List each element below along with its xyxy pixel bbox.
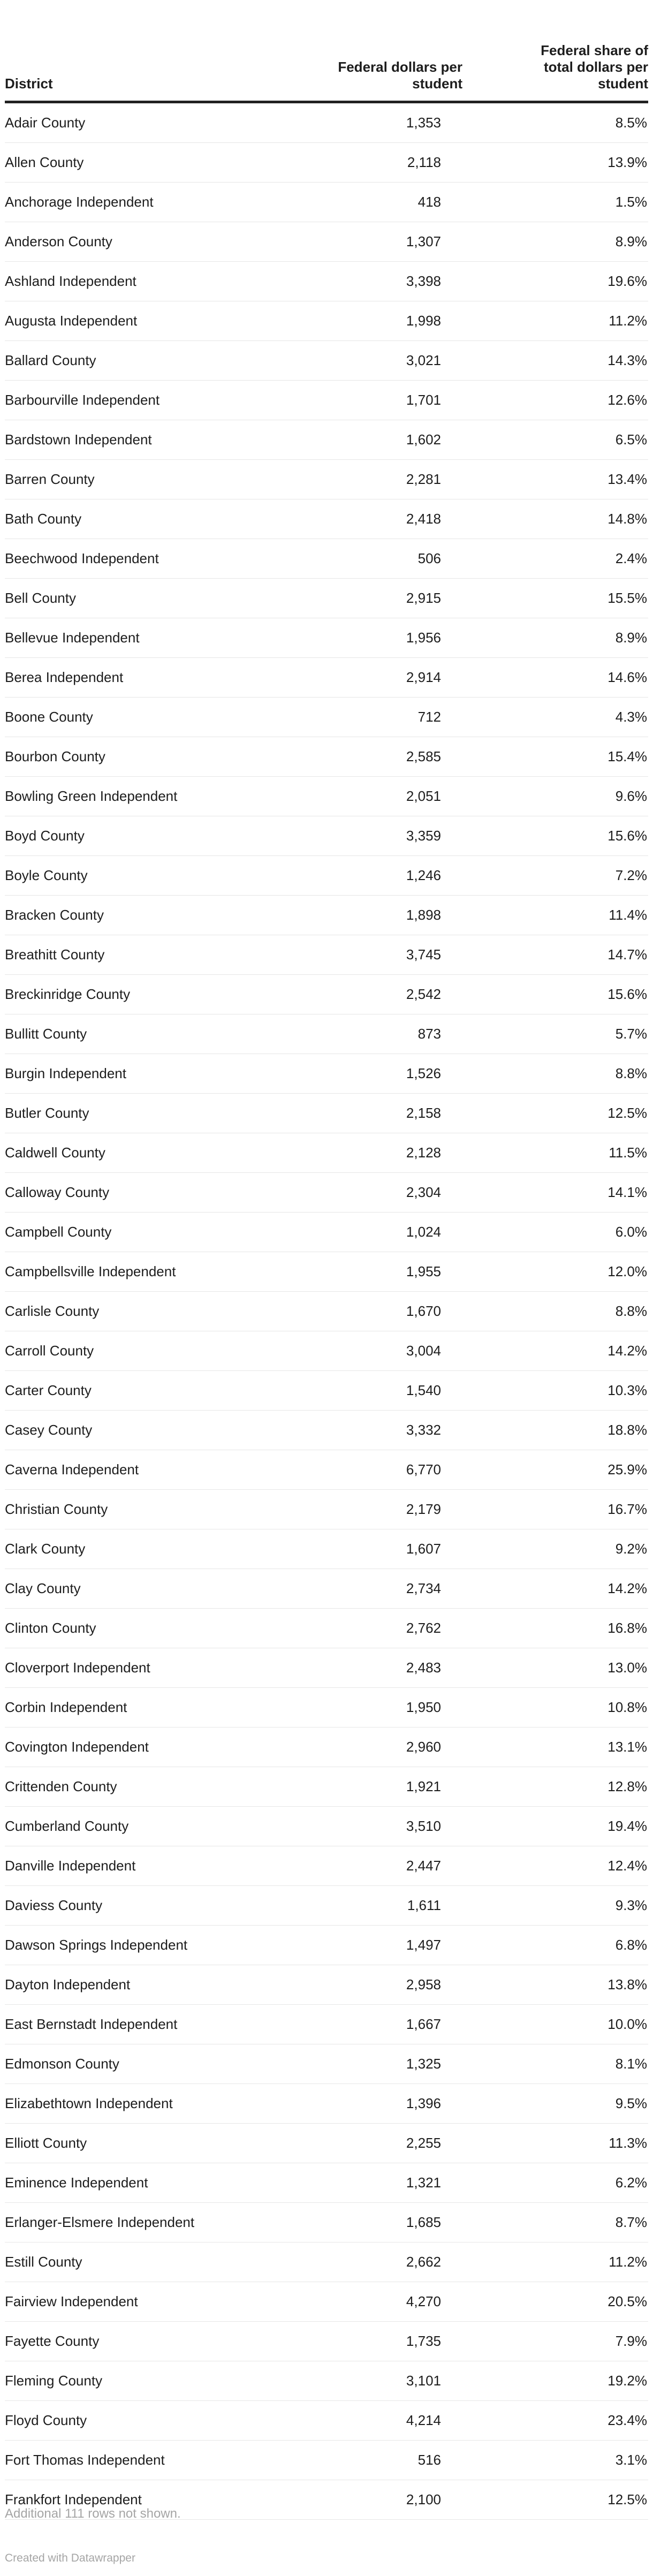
table-row	[5, 1490, 648, 1529]
district-cell: Edmonson County	[5, 2044, 305, 2084]
column-header-federal-share[interactable]	[462, 0, 648, 102]
federal-share-cell: 8.8%	[462, 1054, 648, 1094]
federal-dollars-cell: 2,585	[305, 737, 462, 777]
district-cell: Fayette County	[5, 2322, 305, 2361]
table-row	[5, 1014, 648, 1054]
federal-share-cell: 25.9%	[462, 1450, 648, 1490]
table-row	[5, 2084, 648, 2124]
federal-dollars-cell: 1,024	[305, 1213, 462, 1252]
federal-dollars-cell: 1,602	[305, 420, 462, 460]
table-row	[5, 1807, 648, 1846]
table-notes: Additional 111 rows not shown.	[5, 2506, 181, 2521]
federal-dollars-cell: 1,526	[305, 1054, 462, 1094]
federal-dollars-cell: 2,914	[305, 658, 462, 698]
federal-share-cell: 9.3%	[462, 1886, 648, 1926]
table-row	[5, 896, 648, 935]
table-row	[5, 1133, 648, 1173]
federal-share-cell: 8.5%	[462, 102, 648, 143]
district-cell: Barbourville Independent	[5, 381, 305, 420]
federal-share-cell: 18.8%	[462, 1411, 648, 1450]
district-cell: Cloverport Independent	[5, 1648, 305, 1688]
federal-share-cell: 14.8%	[462, 499, 648, 539]
federal-dollars-cell: 2,100	[305, 2480, 462, 2520]
federal-share-cell: 6.5%	[462, 420, 648, 460]
federal-dollars-cell: 418	[305, 183, 462, 222]
federal-share-cell: 12.0%	[462, 1252, 648, 1292]
federal-share-cell: 19.6%	[462, 262, 648, 301]
district-cell: Augusta Independent	[5, 301, 305, 341]
federal-share-cell: 3.1%	[462, 2441, 648, 2480]
table-row	[5, 1846, 648, 1886]
table-row	[5, 737, 648, 777]
table-row	[5, 1213, 648, 1252]
table-row	[5, 301, 648, 341]
district-cell: Corbin Independent	[5, 1688, 305, 1728]
federal-dollars-cell: 1,321	[305, 2163, 462, 2203]
district-cell: Danville Independent	[5, 1846, 305, 1886]
federal-share-cell: 15.4%	[462, 737, 648, 777]
federal-share-cell: 9.6%	[462, 777, 648, 816]
table-row	[5, 2242, 648, 2282]
federal-dollars-cell: 1,611	[305, 1886, 462, 1926]
district-cell: Daviess County	[5, 1886, 305, 1926]
district-cell: Boone County	[5, 698, 305, 737]
federal-dollars-cell: 1,950	[305, 1688, 462, 1728]
table-row	[5, 341, 648, 381]
federal-dollars-cell: 6,770	[305, 1450, 462, 1490]
table-row	[5, 1728, 648, 1767]
column-header-federal-dollars[interactable]	[305, 0, 462, 102]
district-cell: Clark County	[5, 1529, 305, 1569]
federal-share-cell: 8.9%	[462, 618, 648, 658]
table-row	[5, 2005, 648, 2044]
federal-dollars-cell: 3,004	[305, 1331, 462, 1371]
federal-share-cell: 10.8%	[462, 1688, 648, 1728]
federal-dollars-cell: 712	[305, 698, 462, 737]
district-cell: Bellevue Independent	[5, 618, 305, 658]
district-cell: Allen County	[5, 143, 305, 183]
table-row	[5, 1767, 648, 1807]
federal-share-cell: 10.3%	[462, 1371, 648, 1411]
federal-dollars-cell: 3,332	[305, 1411, 462, 1450]
federal-share-cell: 11.4%	[462, 896, 648, 935]
federal-share-cell: 12.4%	[462, 1846, 648, 1886]
federal-dollars-cell: 1,353	[305, 102, 462, 143]
district-cell: Floyd County	[5, 2401, 305, 2441]
district-cell: Berea Independent	[5, 658, 305, 698]
federal-dollars-cell: 4,214	[305, 2401, 462, 2441]
table-row	[5, 935, 648, 975]
district-cell: Ballard County	[5, 341, 305, 381]
federal-dollars-cell: 1,956	[305, 618, 462, 658]
table-row	[5, 1173, 648, 1213]
table-row	[5, 698, 648, 737]
district-cell: Boyle County	[5, 856, 305, 896]
federal-share-cell: 16.8%	[462, 1609, 648, 1648]
federal-dollars-cell: 2,158	[305, 1094, 462, 1133]
district-cell: Anderson County	[5, 222, 305, 262]
federal-share-cell: 14.7%	[462, 935, 648, 975]
district-cell: Erlanger-Elsmere Independent	[5, 2203, 305, 2242]
table-row	[5, 1886, 648, 1926]
table-row	[5, 816, 648, 856]
federal-share-cell: 13.0%	[462, 1648, 648, 1688]
district-cell: Fairview Independent	[5, 2282, 305, 2322]
district-cell: Casey County	[5, 1411, 305, 1450]
federal-share-cell: 12.5%	[462, 2480, 648, 2520]
federal-dollars-cell: 2,958	[305, 1965, 462, 2005]
federal-share-cell: 7.9%	[462, 2322, 648, 2361]
federal-share-cell: 13.1%	[462, 1728, 648, 1767]
table-row	[5, 2282, 648, 2322]
table-row	[5, 2124, 648, 2163]
federal-share-cell: 13.8%	[462, 1965, 648, 2005]
table-row	[5, 1094, 648, 1133]
table-row	[5, 1965, 648, 2005]
federal-share-cell: 11.2%	[462, 301, 648, 341]
district-cell: Beechwood Independent	[5, 539, 305, 579]
district-cell: Breathitt County	[5, 935, 305, 975]
district-cell: Boyd County	[5, 816, 305, 856]
table-row	[5, 420, 648, 460]
federal-dollars-cell: 4,270	[305, 2282, 462, 2322]
table-row	[5, 1411, 648, 1450]
federal-dollars-cell: 2,128	[305, 1133, 462, 1173]
district-cell: Adair County	[5, 102, 305, 143]
district-cell: Elliott County	[5, 2124, 305, 2163]
district-cell: Christian County	[5, 1490, 305, 1529]
federal-share-cell: 14.2%	[462, 1569, 648, 1609]
federal-dollars-cell: 2,051	[305, 777, 462, 816]
table-row	[5, 1371, 648, 1411]
federal-share-cell: 12.6%	[462, 381, 648, 420]
federal-dollars-cell: 1,540	[305, 1371, 462, 1411]
table-row	[5, 1529, 648, 1569]
federal-dollars-cell: 2,542	[305, 975, 462, 1014]
table-row	[5, 102, 648, 143]
district-cell: Ashland Independent	[5, 262, 305, 301]
federal-dollars-cell: 2,762	[305, 1609, 462, 1648]
federal-dollars-cell: 3,510	[305, 1807, 462, 1846]
federal-share-cell: 8.7%	[462, 2203, 648, 2242]
table-row	[5, 1252, 648, 1292]
federal-dollars-cell: 3,745	[305, 935, 462, 975]
federal-dollars-cell: 1,735	[305, 2322, 462, 2361]
table-row	[5, 856, 648, 896]
table-row	[5, 1609, 648, 1648]
district-cell: Fort Thomas Independent	[5, 2441, 305, 2480]
table-row	[5, 777, 648, 816]
federal-share-cell: 12.5%	[462, 1094, 648, 1133]
column-header-district[interactable]	[5, 0, 305, 102]
federal-dollars-cell: 1,670	[305, 1292, 462, 1331]
federal-share-cell: 11.3%	[462, 2124, 648, 2163]
district-cell: Fleming County	[5, 2361, 305, 2401]
table-row	[5, 539, 648, 579]
federal-share-cell: 6.2%	[462, 2163, 648, 2203]
federal-share-cell: 14.2%	[462, 1331, 648, 1371]
federal-dollars-cell: 1,667	[305, 2005, 462, 2044]
district-cell: Bardstown Independent	[5, 420, 305, 460]
federal-dollars-cell: 1,307	[305, 222, 462, 262]
district-cell: Caverna Independent	[5, 1450, 305, 1490]
federal-dollars-cell: 3,398	[305, 262, 462, 301]
federal-share-cell: 15.5%	[462, 579, 648, 618]
table-row	[5, 1292, 648, 1331]
table-row	[5, 1054, 648, 1094]
federal-dollars-cell: 1,998	[305, 301, 462, 341]
federal-dollars-cell: 1,685	[305, 2203, 462, 2242]
district-cell: Elizabethtown Independent	[5, 2084, 305, 2124]
table-row	[5, 579, 648, 618]
table-row	[5, 1569, 648, 1609]
table-body	[5, 102, 648, 2520]
table-row	[5, 222, 648, 262]
table-row	[5, 381, 648, 420]
table-row	[5, 1450, 648, 1490]
district-cell: East Bernstadt Independent	[5, 2005, 305, 2044]
data-table-chart	[5, 0, 648, 2520]
district-cell: Campbellsville Independent	[5, 1252, 305, 1292]
table-row	[5, 1331, 648, 1371]
table-row	[5, 499, 648, 539]
table-row	[5, 2044, 648, 2084]
table-row	[5, 2361, 648, 2401]
column-header-district-label: District	[5, 75, 53, 92]
federal-share-cell: 13.9%	[462, 143, 648, 183]
header-row	[5, 0, 648, 102]
federal-share-cell: 23.4%	[462, 2401, 648, 2441]
federal-dollars-cell: 873	[305, 1014, 462, 1054]
district-cell: Barren County	[5, 460, 305, 499]
district-cell: Clinton County	[5, 1609, 305, 1648]
federal-share-cell: 8.8%	[462, 1292, 648, 1331]
district-cell: Estill County	[5, 2242, 305, 2282]
district-cell: Burgin Independent	[5, 1054, 305, 1094]
table-row	[5, 2441, 648, 2480]
federal-dollars-cell: 2,447	[305, 1846, 462, 1886]
federal-share-cell: 9.5%	[462, 2084, 648, 2124]
federal-share-cell: 5.7%	[462, 1014, 648, 1054]
table-row	[5, 143, 648, 183]
federal-dollars-cell: 2,118	[305, 143, 462, 183]
column-header-federal-dollars-label: Federal dollars per student	[338, 59, 462, 92]
table-row	[5, 2203, 648, 2242]
datawrapper-credit: Created with Datawrapper	[5, 2552, 135, 2564]
table-row	[5, 1688, 648, 1728]
federal-share-cell: 6.0%	[462, 1213, 648, 1252]
federal-share-cell: 14.6%	[462, 658, 648, 698]
federal-share-cell: 19.4%	[462, 1807, 648, 1846]
federal-share-cell: 4.3%	[462, 698, 648, 737]
federal-dollars-cell: 516	[305, 2441, 462, 2480]
table-row	[5, 262, 648, 301]
district-cell: Carlisle County	[5, 1292, 305, 1331]
federal-share-cell: 14.1%	[462, 1173, 648, 1213]
federal-share-cell: 11.5%	[462, 1133, 648, 1173]
district-cell: Frankfort Independent	[5, 2480, 305, 2520]
federal-dollars-cell: 2,281	[305, 460, 462, 499]
table-row	[5, 658, 648, 698]
federal-dollars-cell: 506	[305, 539, 462, 579]
federal-share-cell: 15.6%	[462, 975, 648, 1014]
federal-dollars-cell: 3,359	[305, 816, 462, 856]
table-row	[5, 1926, 648, 1965]
table-row	[5, 2163, 648, 2203]
federal-dollars-cell: 2,734	[305, 1569, 462, 1609]
federal-share-cell: 12.8%	[462, 1767, 648, 1807]
district-cell: Dawson Springs Independent	[5, 1926, 305, 1965]
district-cell: Bell County	[5, 579, 305, 618]
federal-dollars-cell: 2,960	[305, 1728, 462, 1767]
federal-share-cell: 1.5%	[462, 183, 648, 222]
district-cell: Bracken County	[5, 896, 305, 935]
district-cell: Caldwell County	[5, 1133, 305, 1173]
federal-share-cell: 9.2%	[462, 1529, 648, 1569]
district-cell: Butler County	[5, 1094, 305, 1133]
district-cell: Clay County	[5, 1569, 305, 1609]
federal-dollars-cell: 2,915	[305, 579, 462, 618]
federal-dollars-cell: 1,607	[305, 1529, 462, 1569]
federal-share-cell: 7.2%	[462, 856, 648, 896]
district-cell: Carter County	[5, 1371, 305, 1411]
table-row	[5, 618, 648, 658]
federal-share-cell: 13.4%	[462, 460, 648, 499]
federal-dollars-cell: 3,101	[305, 2361, 462, 2401]
federal-dollars-cell: 1,325	[305, 2044, 462, 2084]
table-row	[5, 460, 648, 499]
federal-dollars-cell: 1,921	[305, 1767, 462, 1807]
federal-share-cell: 20.5%	[462, 2282, 648, 2322]
table-row	[5, 2322, 648, 2361]
federal-dollars-cell: 1,246	[305, 856, 462, 896]
federal-share-cell: 11.2%	[462, 2242, 648, 2282]
district-cell: Dayton Independent	[5, 1965, 305, 2005]
federal-dollars-cell: 1,701	[305, 381, 462, 420]
federal-share-cell: 16.7%	[462, 1490, 648, 1529]
federal-share-cell: 6.8%	[462, 1926, 648, 1965]
district-cell: Carroll County	[5, 1331, 305, 1371]
table-header	[5, 0, 648, 102]
district-cell: Crittenden County	[5, 1767, 305, 1807]
federal-dollars-cell: 2,304	[305, 1173, 462, 1213]
district-table	[5, 0, 648, 2520]
federal-dollars-cell: 1,955	[305, 1252, 462, 1292]
table-row	[5, 1648, 648, 1688]
federal-dollars-cell: 1,396	[305, 2084, 462, 2124]
district-cell: Bourbon County	[5, 737, 305, 777]
federal-dollars-cell: 2,179	[305, 1490, 462, 1529]
federal-share-cell: 14.3%	[462, 341, 648, 381]
table-row	[5, 2401, 648, 2441]
district-cell: Covington Independent	[5, 1728, 305, 1767]
table-row	[5, 183, 648, 222]
district-cell: Bullitt County	[5, 1014, 305, 1054]
federal-dollars-cell: 1,497	[305, 1926, 462, 1965]
federal-dollars-cell: 2,662	[305, 2242, 462, 2282]
district-cell: Bath County	[5, 499, 305, 539]
federal-dollars-cell: 2,418	[305, 499, 462, 539]
district-cell: Bowling Green Independent	[5, 777, 305, 816]
federal-share-cell: 10.0%	[462, 2005, 648, 2044]
district-cell: Calloway County	[5, 1173, 305, 1213]
federal-share-cell: 19.2%	[462, 2361, 648, 2401]
district-cell: Eminence Independent	[5, 2163, 305, 2203]
federal-share-cell: 8.1%	[462, 2044, 648, 2084]
district-cell: Breckinridge County	[5, 975, 305, 1014]
federal-dollars-cell: 2,483	[305, 1648, 462, 1688]
federal-share-cell: 2.4%	[462, 539, 648, 579]
column-header-federal-share-label: Federal share of total dollars per student	[541, 42, 648, 92]
district-cell: Anchorage Independent	[5, 183, 305, 222]
district-cell: Cumberland County	[5, 1807, 305, 1846]
federal-dollars-cell: 2,255	[305, 2124, 462, 2163]
district-cell: Campbell County	[5, 1213, 305, 1252]
table-row	[5, 975, 648, 1014]
federal-share-cell: 15.6%	[462, 816, 648, 856]
federal-dollars-cell: 3,021	[305, 341, 462, 381]
federal-share-cell: 8.9%	[462, 222, 648, 262]
federal-dollars-cell: 1,898	[305, 896, 462, 935]
